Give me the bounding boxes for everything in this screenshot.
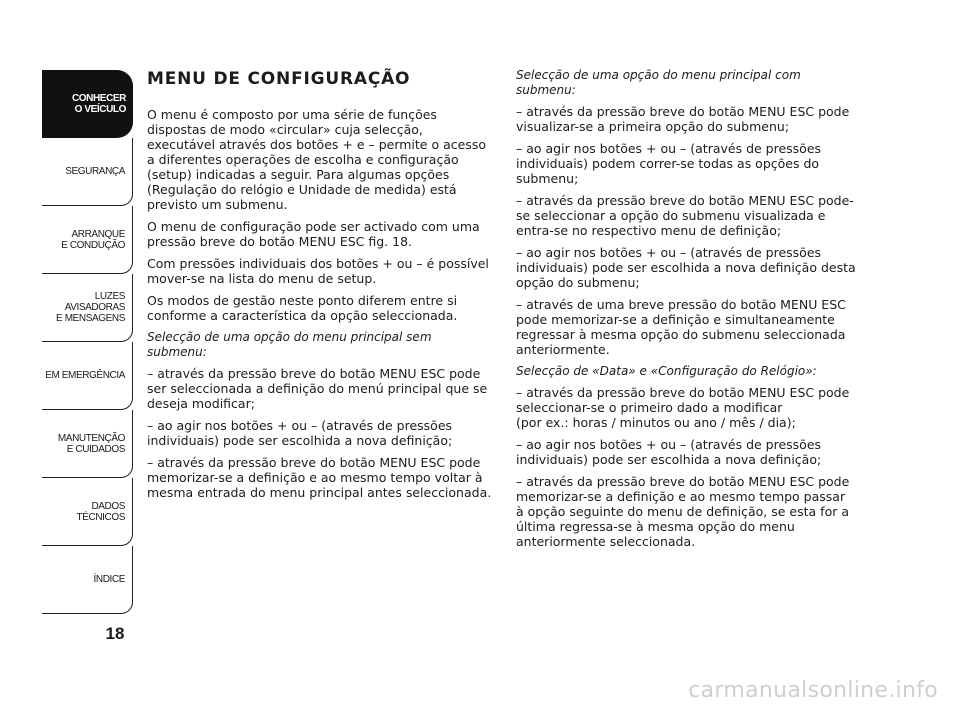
paragraph: – através da pressão breve do botão MENU ESC pode-se seleccionar a opção do submenu visualizada e entra-se no respectivo menu de definição;: [516, 193, 854, 238]
paragraph: O menu é composto por uma série de funções dispostas de modo «circular» cuja selecção, executável através dos botões + e – permite o acesso a diferentes operações de escolha e configuração (setup) indicadas a seguir. Para algumas opções (Regulação do relógio e Unidade de medida) está previsto um submenu.: [147, 107, 486, 212]
tab-seguranca[interactable]: SEGURANÇA: [42, 138, 133, 206]
paragraph: – ao agir nos botões + ou – (através de pressões individuais) pode ser escolhida a nova definição desta opção do submenu;: [516, 245, 856, 290]
tab-dados-tecnicos[interactable]: DADOS TÉCNICOS: [42, 478, 133, 546]
subheading: Selecção de «Data» e «Configuração do Relógio»:: [516, 364, 817, 378]
tab-indice[interactable]: ÍNDICE: [42, 546, 133, 614]
paragraph: – ao agir nos botões + ou – (através de pressões individuais) pode ser escolhida a nova definição;: [516, 437, 822, 467]
chapter-tabs: [42, 70, 133, 614]
paragraph: Os modos de gestão neste ponto diferem entre si conforme a característica da opção seleccionada.: [147, 293, 458, 323]
tab-luzes-avisadoras[interactable]: LUZES AVISADORAS E MENSAGENS: [42, 274, 133, 342]
text-column-right: [516, 68, 864, 556]
paragraph: – através da pressão breve do botão MENU ESC pode ser seleccionada a definição do menú principal que se deseja modificar;: [147, 366, 488, 411]
subheading: Selecção de uma opção do menu principal sem submenu:: [147, 330, 432, 359]
paragraph: – ao agir nos botões + ou – (através de pressões individuais) podem correr-se todas as opções do submenu;: [516, 141, 822, 186]
page-title: MENU DE CONFIGURAÇÃO: [147, 69, 411, 89]
tab-arranque-e-conducao[interactable]: ARRANQUE E CONDUÇÃO: [42, 206, 133, 274]
paragraph: – através da pressão breve do botão MENU ESC pode visualizar-se a primeira opção do submenu;: [516, 104, 850, 134]
subheading: Selecção de uma opção do menu principal com submenu:: [516, 68, 801, 97]
tab-em-emergencia[interactable]: EM EMERGÊNCIA: [42, 342, 133, 410]
text-column-left: [147, 68, 493, 507]
paragraph: – através da pressão breve do botão MENU ESC pode memorizar-se a definição e ao mesmo tempo passar à opção seguinte do menu de definição, se esta for a última regressa-se à mesma opção do menu anteriormente seleccionada.: [516, 474, 850, 549]
paragraph: – através da pressão breve do botão MENU ESC pode memorizar-se a definição e ao mesmo tempo voltar à mesma entrada do menu principal antes seleccionada.: [147, 455, 492, 500]
paragraph: O menu de configuração pode ser activado com uma pressão breve do botão MENU ESC fig. 18.: [147, 219, 480, 249]
paragraph: Com pressões individuais dos botões + ou – é possível mover-se na lista do menu de setup.: [147, 256, 489, 286]
watermark: carmanualsonline.info: [688, 678, 938, 703]
paragraph: – através de uma breve pressão do botão MENU ESC pode memorizar-se a definição e simultaneamente regressar à mesma opção do submenu seleccionada anteriormente.: [516, 297, 846, 357]
tab-conhecer-o-veiculo[interactable]: CONHECER O VEÍCULO: [42, 70, 133, 138]
page-number: 18: [105, 624, 125, 643]
tab-manutencao[interactable]: MANUTENÇÃO E CUIDADOS: [42, 410, 133, 478]
paragraph: – ao agir nos botões + ou – (através de pressões individuais) pode ser escolhida a nova definição;: [147, 418, 453, 448]
paragraph: – através da pressão breve do botão MENU ESC pode seleccionar-se o primeiro dado a modificar (por ex.: horas / minutos ou ano / mês / dia);: [516, 385, 850, 430]
